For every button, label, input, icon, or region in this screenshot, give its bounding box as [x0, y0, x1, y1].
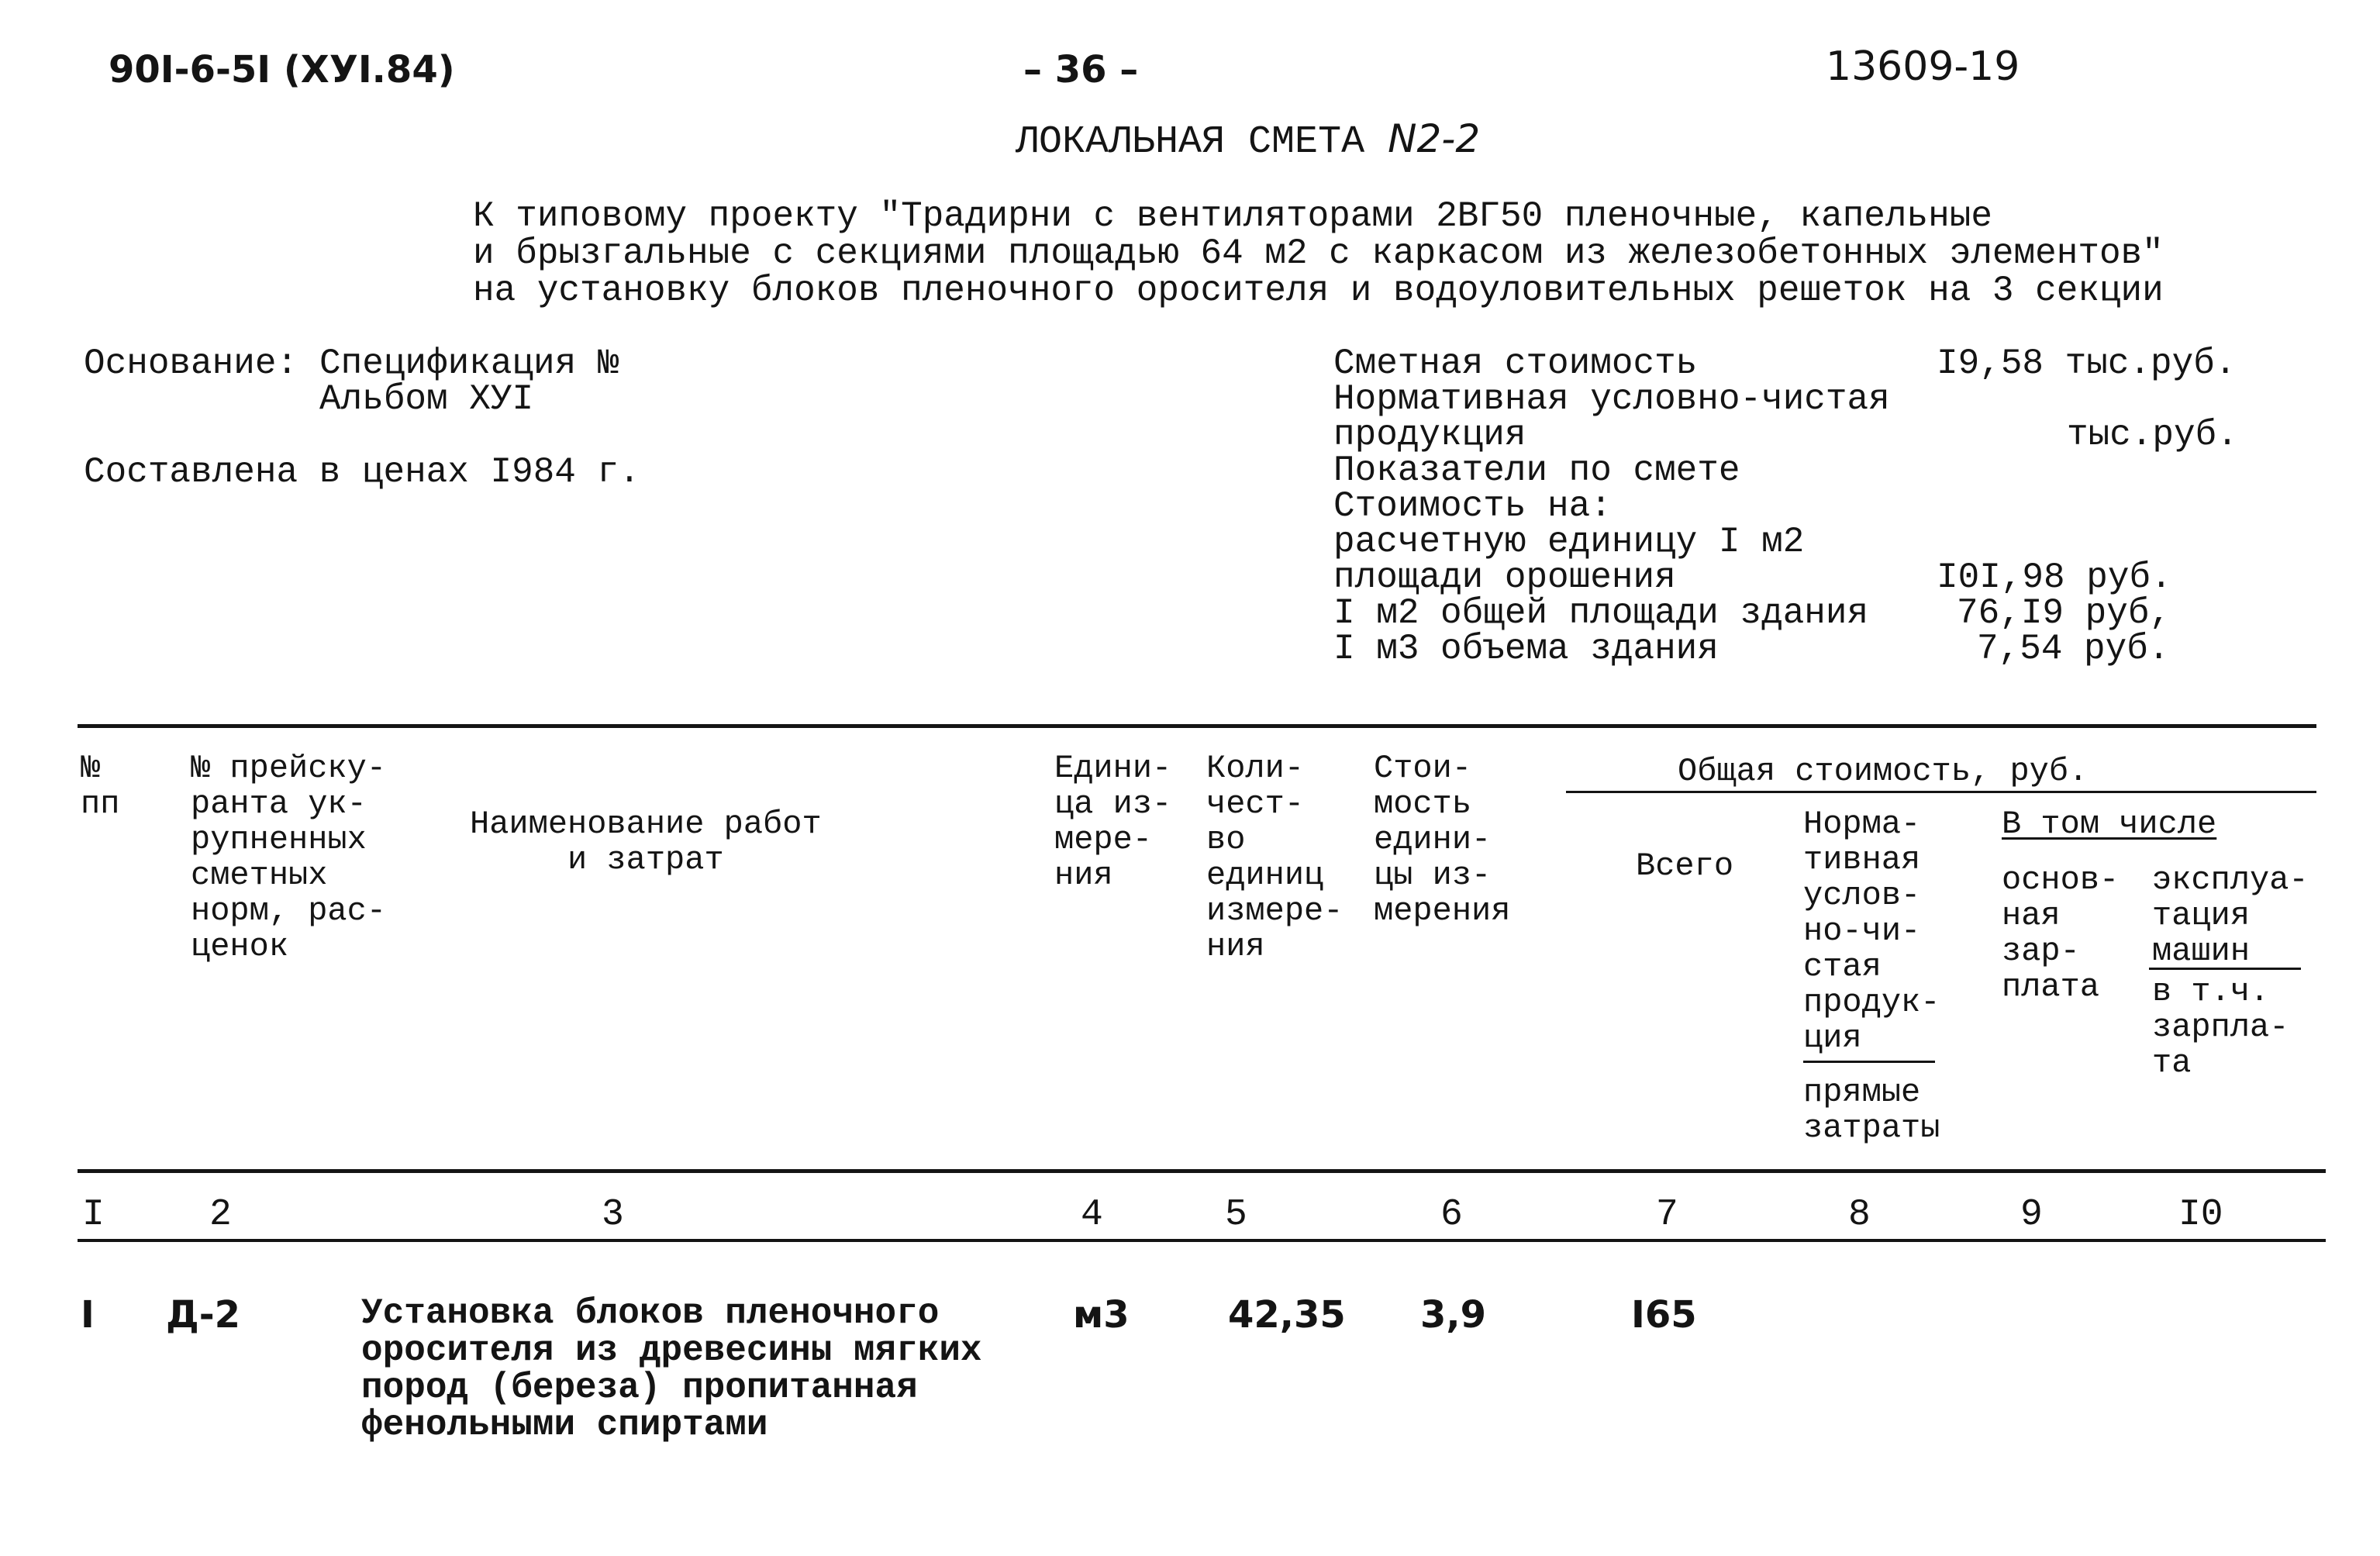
- header-col10: эксплуа- тация машин: [2152, 861, 2309, 970]
- normative-label-1: Нормативная условно-чистая: [1333, 379, 1890, 419]
- archive-number: 13609-19: [1826, 43, 2020, 90]
- basis-album: Альбом XУI: [319, 379, 534, 419]
- normative-label-2: продукция: [1333, 415, 1526, 455]
- col-number-1: I: [82, 1194, 105, 1236]
- basis-specification: Спецификация №: [319, 343, 619, 384]
- volume-value: 7,54 руб.: [1977, 629, 2170, 669]
- header-col1: № пп: [81, 750, 120, 823]
- col-number-2: 2: [209, 1194, 232, 1236]
- row-1-code: Д-2: [166, 1293, 241, 1337]
- unit-label-2: площади орошения: [1333, 557, 1676, 598]
- title-number: N2-2: [1388, 116, 1481, 161]
- header-col4: Едини- ца из- мере- ния: [1054, 750, 1172, 894]
- volume-label: I м3 объема здания: [1333, 629, 1719, 669]
- cost-on-label: Стоимость на:: [1333, 486, 1612, 526]
- table-top-rule: [78, 724, 2316, 728]
- col-number-6: 6: [1440, 1194, 1463, 1236]
- indicators-label: Показатели по смете: [1333, 450, 1740, 491]
- area-label: I м2 общей площади здания: [1333, 593, 1869, 633]
- total-group-rule: [1566, 791, 2316, 793]
- header-col3: Наименование работ и затрат: [470, 806, 822, 878]
- row-1-name: Установка блоков пленочного оросителя из древесины мягких пород (береза) пропитанная фенольными спиртами: [361, 1293, 982, 1445]
- col-number-4: 4: [1081, 1194, 1103, 1236]
- title-text: ЛОКАЛЬНАЯ СМЕТА: [1016, 120, 1365, 164]
- col-number-9: 9: [2020, 1194, 2043, 1236]
- row-1-total: I65: [1631, 1293, 1697, 1337]
- header-incl-group: В том числе: [2002, 806, 2217, 843]
- prices-note: Составлена в ценах I984 г.: [84, 452, 640, 492]
- unit-label-1: расчетную единицу I м2: [1333, 522, 1805, 562]
- col-number-3: 3: [602, 1194, 624, 1236]
- subtitle-line-2: и брызгальные с секциями площадью 64 м2 с каркасом из железобетонных элементов": [473, 233, 2164, 274]
- row-1-number: I: [81, 1293, 95, 1337]
- header-col10-sub: в т.ч. зарпла- та: [2152, 973, 2289, 1082]
- row-1-price: 3,9: [1420, 1293, 1487, 1337]
- document-code: 90I-6-5I (XУI.84): [109, 48, 455, 91]
- col-number-8: 8: [1848, 1194, 1871, 1236]
- col-number-5: 5: [1225, 1194, 1247, 1236]
- estimated-cost-label: Сметная стоимость: [1333, 343, 1698, 384]
- area-value: 76,I9 руб,: [1957, 593, 2171, 633]
- normative-value: тыс.руб.: [2067, 415, 2238, 455]
- col8-sub-rule: [1803, 1061, 1935, 1063]
- header-bottom-rule: [78, 1169, 2326, 1173]
- estimated-cost-value: I9,58 тыс.руб.: [1937, 343, 2237, 384]
- subtitle-line-1: К типовому проекту "Традирни с вентиляторами 2ВГ50 пленочные, капельные: [473, 196, 1992, 236]
- header-col2: № прейску- ранта ук- рупненных сметных норм, рас- ценок: [191, 750, 387, 965]
- header-col9: основ- ная зар- плата: [2002, 861, 2120, 1006]
- row-1-unit: м3: [1073, 1293, 1130, 1337]
- col-number-7: 7: [1656, 1194, 1678, 1236]
- page-number: – 36 –: [1023, 48, 1139, 91]
- row-1-qty: 42,35: [1228, 1293, 1346, 1337]
- header-col5: Коли- чест- во единиц измере- ния: [1206, 750, 1343, 965]
- page-title: [1016, 116, 1480, 164]
- header-total-group: Общая стоимость, руб.: [1678, 753, 2089, 790]
- header-col6: Стои- мость едини- цы из- мерения: [1374, 750, 1511, 930]
- header-col8-sub: прямые затраты: [1803, 1074, 1940, 1147]
- col-numbers-rule: [78, 1239, 2326, 1242]
- unit-value: I0I,98 руб.: [1937, 557, 2172, 598]
- basis-label: Основание:: [84, 343, 298, 384]
- subtitle-line-3: на установку блоков пленочного оросителя и водоуловительных решеток на 3 секции: [473, 271, 2164, 311]
- header-col7: Всего: [1636, 847, 1734, 885]
- col-number-10: I0: [2178, 1194, 2223, 1236]
- header-col8: Норма- тивная услов- но-чи- стая продук- ция: [1803, 806, 1940, 1057]
